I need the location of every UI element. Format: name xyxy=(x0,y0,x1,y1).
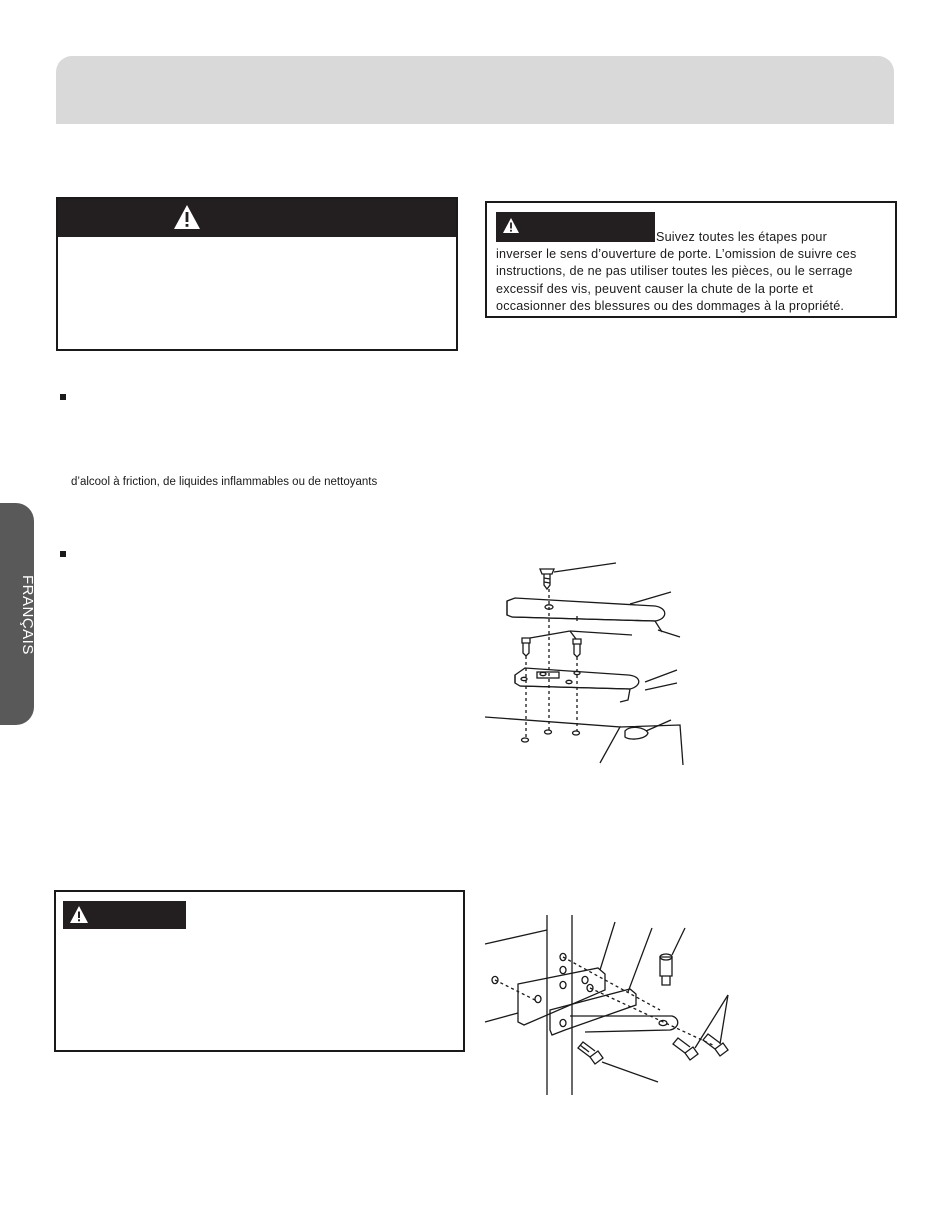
warning-right-text xyxy=(496,229,890,315)
warning-right-line-3: instructions, de ne pas utiliser toutes les pièces, ou le serrage xyxy=(496,264,853,279)
warning-right-line-2: inverser le sens d’ouverture de porte. L’omission de suivre ces xyxy=(496,247,857,262)
square-bullet-icon xyxy=(60,551,66,557)
bottom-hinge-diagram xyxy=(480,910,750,1100)
warning-triangle-icon xyxy=(69,905,89,924)
warning-right-line-1: Suivez toutes les étapes pour xyxy=(656,230,828,244)
warning-right-line-4: excessif des vis, peuvent causer la chute de la porte et xyxy=(496,281,814,296)
header-bar xyxy=(56,56,894,124)
square-bullet-icon xyxy=(60,394,66,400)
left-body-text-line: d’alcool à friction, de liquides inflammables ou de nettoyants xyxy=(71,476,378,488)
warning-right-line-5: occasionner des blessures ou des dommages à la propriété. xyxy=(496,298,845,313)
top-hinge-diagram xyxy=(480,555,695,770)
warning-box-left-header xyxy=(58,199,456,237)
warning-triangle-icon xyxy=(172,203,202,231)
screw-icon xyxy=(578,1042,603,1064)
warning-box-left xyxy=(56,197,458,351)
language-side-tab-label: FRANÇAIS xyxy=(19,575,36,655)
caution-label xyxy=(63,901,186,929)
